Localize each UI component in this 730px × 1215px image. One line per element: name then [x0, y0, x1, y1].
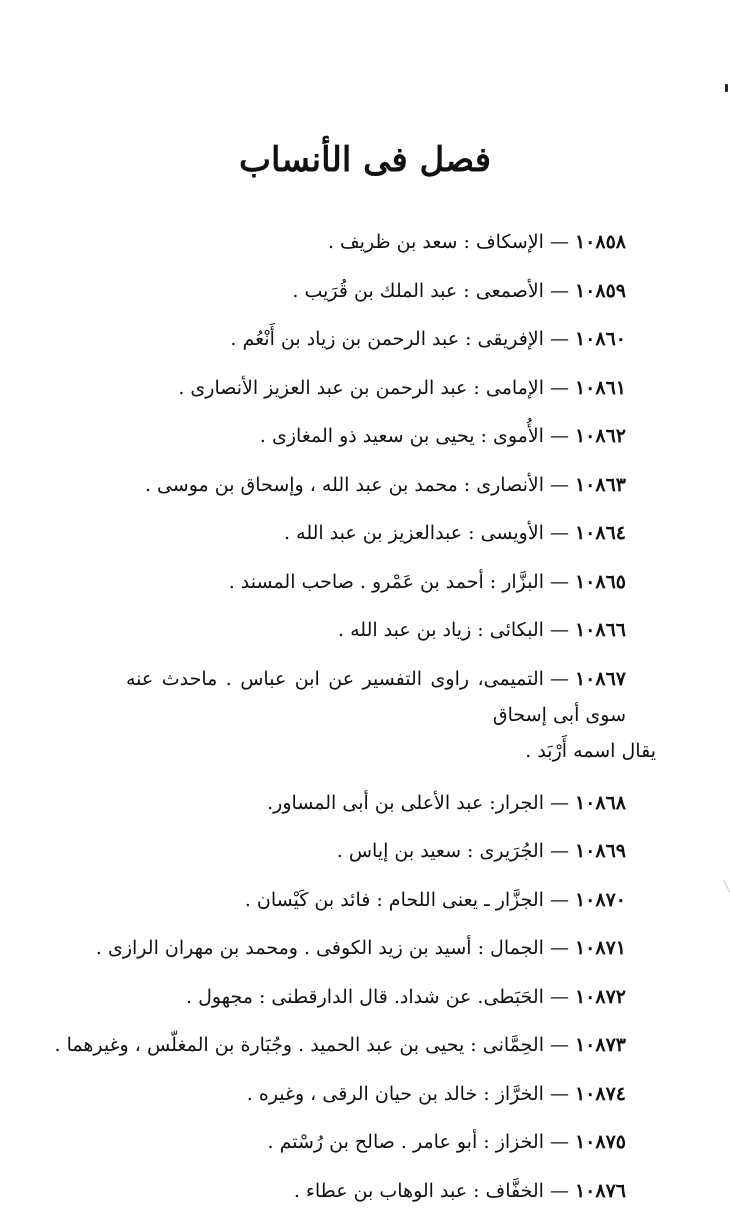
entry-text: الإمامى : عبد الرحمن بن عبد العزيز الأنصارى . [178, 377, 544, 399]
list-item: ١٠٨٦١—الإمامى : عبد الرحمن بن عبد العزيز الأنصارى . [126, 364, 626, 413]
list-item: ١٠٨٧٣—الحِمَّانى : يحيى بن عبد الحميد . وجُبَارة بن المغلّس ، وغيرهما . [126, 1021, 626, 1070]
list-item: ١٠٨٧١—الجمال : أسيد بن زيد الكوفى . ومحمد بن مهران الرازى . [126, 924, 626, 973]
entry-number: ١٠٨٦٠ [575, 328, 626, 350]
entry-text: الجُرَيرى : سعيد بن إياس . [337, 840, 544, 862]
scan-artifact-line [723, 880, 730, 1031]
entry-continuation: يقال اسمه أَرْبَد . [126, 733, 656, 769]
entry-number: ١٠٨٦٣ [575, 474, 626, 496]
entry-number: ١٠٨٧٦ [575, 1180, 626, 1202]
entry-text: الأُموى : يحيى بن سعيد ذو المغازى . [260, 425, 544, 447]
list-item: ١٠٨٥٨—الإسكاف : سعد بن ظريف . [126, 218, 626, 267]
list-item: ١٠٨٦٦—البكائى : زياد بن عبد الله . [126, 606, 626, 655]
entry-number: ١٠٨٥٩ [575, 280, 626, 302]
section-title: فصل فى الأنساب [0, 140, 730, 180]
list-item: ١٠٨٦٩—الجُرَيرى : سعيد بن إياس . [126, 827, 626, 876]
entry-text: الجرار: عبد الأعلى بن أبى المساور. [267, 792, 544, 814]
list-item: ١٠٨٦٠—الإفريقى : عبد الرحمن بن زياد بن أَنْعُم . [126, 315, 626, 364]
entry-number: ١٠٨٦٢ [575, 425, 626, 447]
entry-text: التميمى، راوى التفسير عن ابن عباس . ماحدث عنه سوى أبى إسحاق [126, 668, 626, 726]
entry-number: ١٠٨٧٥ [575, 1131, 626, 1153]
entry-text: الأويسى : عبدالعزيز بن عبد الله . [284, 522, 544, 544]
entry-number: ١٠٨٦٤ [575, 522, 626, 544]
entry-text: البزَّار : أحمد بن عَمْرو . صاحب المسند . [229, 571, 544, 593]
entry-number: ١٠٨٧٢ [575, 986, 626, 1008]
list-item: ١٠٨٧٥—الخزاز : أبو عامر . صالح بن رُسْتم . [126, 1118, 626, 1167]
entry-number: ١٠٨٧١ [575, 937, 626, 959]
scan-mark [725, 84, 728, 92]
list-item: ١٠٨٧٢—الحَبَطى. عن شداد. قال الدارقطنى : مجهول . [126, 973, 626, 1022]
entry-text: الحِمَّانى : يحيى بن عبد الحميد . وجُبَارة بن المغلّس ، وغيرهما . [55, 1034, 544, 1056]
list-item: ١٠٨٦٤—الأويسى : عبدالعزيز بن عبد الله . [126, 509, 626, 558]
list-item: ١٠٨٥٩—الأصمعى : عبد الملك بن قُرَيب . [126, 267, 626, 316]
entry-number: ١٠٨٧٠ [575, 889, 626, 911]
entry-text: الجمال : أسيد بن زيد الكوفى . ومحمد بن مهران الرازى . [96, 937, 544, 959]
list-item: ١٠٨٧٦—الخفَّاف : عبد الوهاب بن عطاء . [126, 1167, 626, 1215]
entry-text: الحَبَطى. عن شداد. قال الدارقطنى : مجهول . [186, 986, 544, 1008]
entry-text: الإسكاف : سعد بن ظريف . [328, 231, 544, 253]
entry-text: الإفريقى : عبد الرحمن بن زياد بن أَنْعُم . [230, 328, 544, 350]
list-item: ١٠٨٦٢—الأُموى : يحيى بن سعيد ذو المغازى . [126, 412, 626, 461]
entry-text: البكائى : زياد بن عبد الله . [338, 619, 544, 641]
list-item: ١٠٨٦٣—الأنصارى : محمد بن عبد الله ، وإسحاق بن موسى . [126, 461, 626, 510]
entry-number: ١٠٨٦٧ [575, 668, 626, 690]
entry-text: الخفَّاف : عبد الوهاب بن عطاء . [294, 1180, 544, 1202]
entry-text: الخرَّاز : خالد بن حيان الرقى ، وغيره . [247, 1083, 544, 1105]
list-item: ١٠٨٧٤—الخرَّاز : خالد بن حيان الرقى ، وغيره . [126, 1070, 626, 1119]
list-item: ١٠٨٦٨—الجرار: عبد الأعلى بن أبى المساور. [126, 779, 626, 828]
entry-number: ١٠٨٦٩ [575, 840, 626, 862]
entry-number: ١٠٨٦٨ [575, 792, 626, 814]
list-item: ١٠٨٧٠—الجزَّار ـ يعنى اللحام : فائد بن كَيْسان . [126, 876, 626, 925]
list-item: ١٠٨٦٧—التميمى، راوى التفسير عن ابن عباس . ماحدث عنه سوى أبى إسحاق يقال اسمه أَرْبَد . [126, 655, 626, 779]
entry-text: الجزَّار ـ يعنى اللحام : فائد بن كَيْسان . [245, 889, 544, 911]
entry-number: ١٠٨٧٣ [575, 1034, 626, 1056]
entry-number: ١٠٨٦٦ [575, 619, 626, 641]
entry-text: الخزاز : أبو عامر . صالح بن رُسْتم . [268, 1131, 544, 1153]
entry-number: ١٠٨٦١ [575, 377, 626, 399]
list-item: ١٠٨٦٥—البزَّار : أحمد بن عَمْرو . صاحب المسند . [126, 558, 626, 607]
entry-text: الأصمعى : عبد الملك بن قُرَيب . [292, 280, 544, 302]
entry-number: ١٠٨٦٥ [575, 571, 626, 593]
entry-text: الأنصارى : محمد بن عبد الله ، وإسحاق بن موسى . [145, 474, 544, 496]
entry-number: ١٠٨٧٤ [575, 1083, 626, 1105]
entry-number: ١٠٨٥٨ [575, 231, 626, 253]
entries-list [126, 218, 626, 1215]
